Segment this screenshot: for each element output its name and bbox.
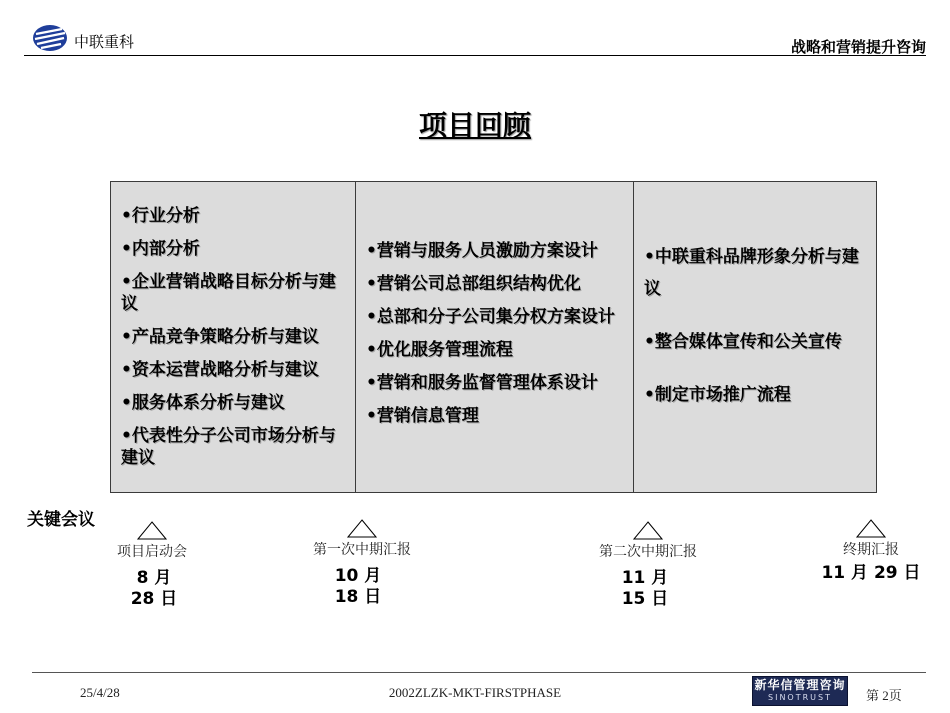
- footer-divider: [32, 672, 926, 673]
- triangle-marker-icon: [347, 519, 377, 538]
- table-column-brand: [634, 182, 878, 492]
- header-tagline: 战略和营销提升咨询: [790, 38, 926, 56]
- list-item: •总部和分子公司集分权方案设计: [366, 307, 615, 327]
- key-meetings-label: 关键会议: [27, 510, 95, 530]
- list-item: •营销和服务监督管理体系设计: [366, 373, 598, 393]
- triangle-marker-icon: [633, 521, 663, 540]
- triangle-marker-icon: [856, 519, 886, 538]
- list-item: •中联重科品牌形象分析与建议: [644, 246, 859, 299]
- footer-date: 25/4/28: [80, 685, 120, 700]
- list-item: •制定市场推广流程: [644, 384, 791, 405]
- milestone-interim-2: [589, 521, 707, 610]
- list-item: •产品竞争策略分析与建议: [121, 326, 319, 347]
- table-column-analysis: [111, 182, 356, 492]
- triangle-marker-icon: [137, 521, 167, 540]
- consultancy-logo-text: 新华信管理咨询: [754, 678, 846, 692]
- list-item: •整合媒体宣传和公关宣传: [644, 331, 842, 352]
- list-item: •优化服务管理流程: [366, 340, 513, 360]
- milestone-interim-1: [303, 519, 421, 608]
- company-logo-icon: [32, 24, 68, 52]
- list-item: •服务体系分析与建议: [121, 392, 285, 413]
- consultancy-logo-subtext: SINOTRUST: [768, 693, 832, 702]
- milestone-kickoff: [104, 521, 200, 610]
- list-item: •企业营销战略目标分析与建议: [121, 271, 336, 314]
- milestone-name: 第一次中期汇报: [313, 542, 411, 558]
- page-number: 第 2页: [866, 688, 902, 703]
- footer-document-code: 2002ZLZK-MKT-FIRSTPHASE: [388, 685, 562, 700]
- list-item: •行业分析: [121, 205, 200, 226]
- milestone-date: 10 月 18 日: [334, 566, 382, 607]
- company-name: 中联重科: [74, 33, 135, 51]
- milestone-name: 终期汇报: [843, 542, 899, 558]
- milestone-final: [818, 519, 924, 584]
- consultancy-logo: [752, 676, 848, 706]
- milestone-date: 8 月 28 日: [130, 568, 178, 609]
- page-title: 项目回顾: [418, 109, 531, 142]
- review-table: [110, 181, 877, 493]
- list-item: •内部分析: [121, 238, 200, 259]
- milestone-name: 第二次中期汇报: [599, 544, 697, 560]
- table-column-organization: [356, 182, 634, 492]
- header-divider: [24, 55, 926, 56]
- list-item: •营销公司总部组织结构优化: [366, 274, 581, 294]
- list-item: •资本运营战略分析与建议: [121, 359, 319, 380]
- list-item: •代表性分子公司市场分析与建议: [121, 425, 336, 468]
- milestone-date: 11 月 15 日: [621, 568, 669, 609]
- milestone-date: 11 月 29 日: [821, 563, 921, 583]
- list-item: •营销信息管理: [366, 406, 479, 426]
- milestone-name: 项目启动会: [117, 544, 187, 560]
- list-item: •营销与服务人员激励方案设计: [366, 241, 598, 261]
